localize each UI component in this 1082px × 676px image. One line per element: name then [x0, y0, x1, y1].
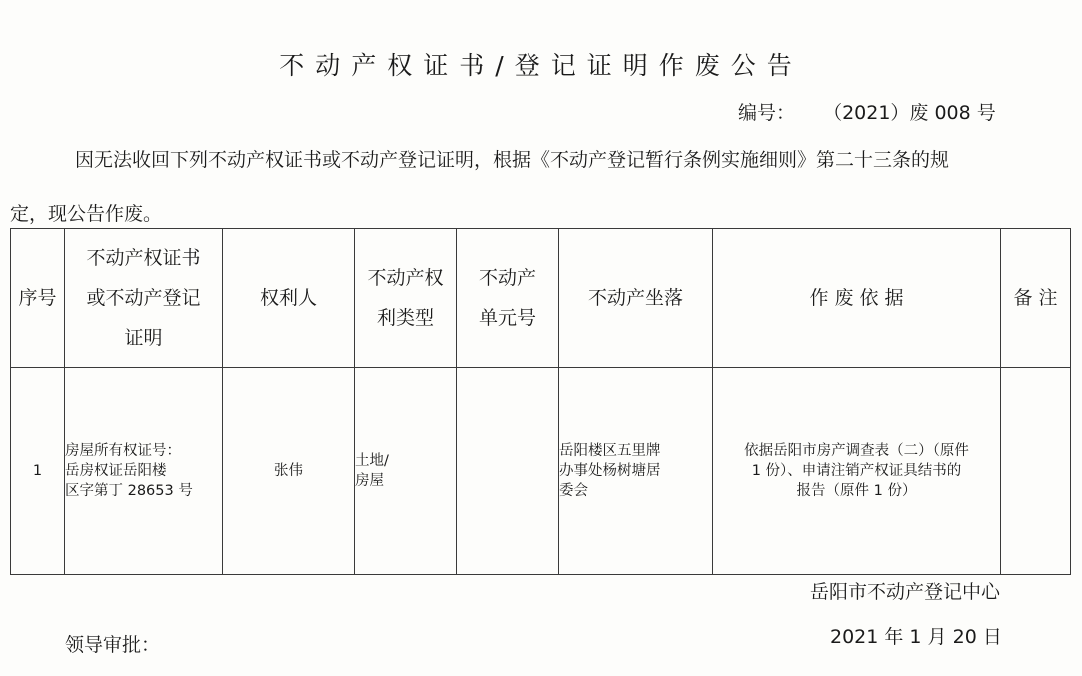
cell-index: 1	[11, 368, 65, 575]
cell-basis: 依据岳阳市房产调查表（二）（原件 1 份）、申请注销产权证具结书的 报告（原件 1 份）	[713, 368, 1001, 575]
header-certificate: 不动产权证书 或不动产登记 证明	[65, 229, 223, 368]
approval-label: 领导审批：	[65, 634, 161, 656]
document-number	[738, 98, 996, 125]
header-right-type: 不动产权 利类型	[355, 229, 457, 368]
header-basis: 作 废 依 据	[713, 229, 1001, 368]
header-unit-number: 不动产 单元号	[457, 229, 559, 368]
document-title: 不动产权证书/登记证明作废公告	[279, 51, 803, 80]
header-location: 不动产坐落	[559, 229, 713, 368]
header-holder: 权利人	[223, 229, 355, 368]
issue-date: 2021 年 1 月 20 日	[830, 626, 1002, 648]
notice-text-line-1: 因无法收回下列不动产权证书或不动产登记证明，根据《不动产登记暂行条例实施细则》第二十三条的规	[75, 149, 950, 171]
table-header-row	[11, 229, 1071, 368]
cell-certificate: 房屋所有权证号： 岳房权证岳阳楼 区字第丁 28653 号	[65, 368, 223, 575]
header-note: 备 注	[1001, 229, 1071, 368]
issuing-organization: 岳阳市不动产登记中心	[810, 581, 1001, 603]
cell-holder: 张伟	[223, 368, 355, 575]
notice-text-line-2: 定，现公告作废。	[10, 203, 163, 225]
cell-unit-number	[457, 368, 559, 575]
cell-location: 岳阳楼区五里牌 办事处杨树塘居 委会	[559, 368, 713, 575]
table-row	[11, 368, 1071, 575]
document-number-label: 编号：	[738, 102, 796, 124]
cell-note	[1001, 368, 1071, 575]
void-certificate-table	[10, 228, 1071, 575]
cell-right-type: 土地/ 房屋	[355, 368, 457, 575]
header-index: 序号	[11, 229, 65, 368]
document-number-value: （2021）废 008 号	[823, 102, 996, 124]
